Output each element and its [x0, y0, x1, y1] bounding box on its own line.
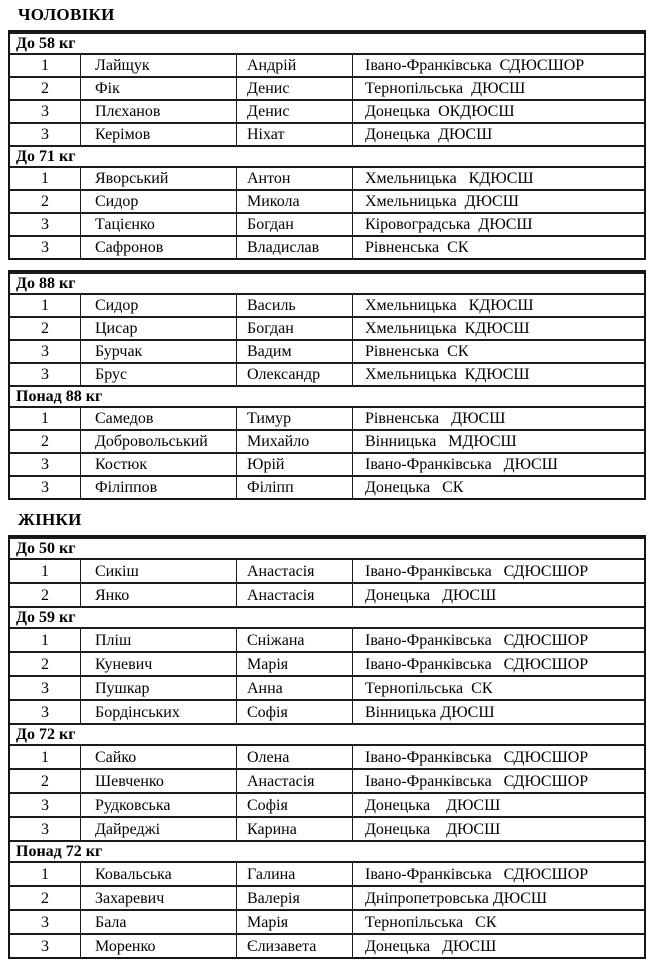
result-affiliation: Тернопільська ДЮСШ [352, 76, 644, 99]
result-name: Анастасія [236, 768, 352, 792]
result-name: Богдан [236, 316, 352, 339]
result-row [10, 99, 644, 122]
result-name: Андрій [236, 53, 352, 76]
result-row [10, 627, 644, 651]
result-name: Богдан [236, 212, 352, 235]
result-name: Денис [236, 76, 352, 99]
result-affiliation: Донецька ДЮСШ [352, 792, 644, 816]
result-row [10, 933, 644, 957]
result-name: Олена [236, 744, 352, 768]
result-surname: Рудковська [80, 792, 236, 816]
result-surname: Плєханов [80, 99, 236, 122]
result-row [10, 122, 644, 145]
result-place: 1 [10, 293, 80, 316]
weight-category-row [10, 32, 644, 53]
result-surname: Пушкар [80, 675, 236, 699]
result-row [10, 316, 644, 339]
result-surname: Бордінських [80, 699, 236, 723]
weight-category-row [10, 840, 644, 861]
result-surname: Пліш [80, 627, 236, 651]
result-affiliation: Донецька ДЮСШ [352, 816, 644, 840]
result-surname: Моренко [80, 933, 236, 957]
result-place: 2 [10, 429, 80, 452]
result-place: 3 [10, 122, 80, 145]
result-row [10, 651, 644, 675]
result-affiliation: Хмельницька КДЮСШ [352, 362, 644, 385]
result-surname: Самедов [80, 406, 236, 429]
result-surname: Сафронов [80, 235, 236, 258]
result-name: Юрій [236, 452, 352, 475]
result-row [10, 558, 644, 582]
result-affiliation: Вінницька ДЮСШ [352, 699, 644, 723]
result-name: Марія [236, 909, 352, 933]
results-table [8, 535, 646, 959]
result-row [10, 816, 644, 840]
result-affiliation: Донецька СК [352, 475, 644, 498]
result-place: 1 [10, 406, 80, 429]
result-row [10, 675, 644, 699]
result-affiliation: Рівненська ДЮСШ [352, 406, 644, 429]
result-affiliation: Івано-Франківська СДЮСШОР [352, 768, 644, 792]
result-name: Філіпп [236, 475, 352, 498]
result-name: Анастасія [236, 558, 352, 582]
result-place: 3 [10, 675, 80, 699]
result-name: Ніхат [236, 122, 352, 145]
result-row [10, 582, 644, 606]
result-place: 3 [10, 792, 80, 816]
result-row [10, 768, 644, 792]
result-surname: Янко [80, 582, 236, 606]
result-place: 3 [10, 362, 80, 385]
result-place: 1 [10, 744, 80, 768]
result-surname: Сикіш [80, 558, 236, 582]
result-row [10, 53, 644, 76]
result-surname: Філіппов [80, 475, 236, 498]
result-affiliation: Кіровоградська ДЮСШ [352, 212, 644, 235]
result-name: Сніжана [236, 627, 352, 651]
weight-category-label: До 71 кг [10, 145, 644, 166]
result-surname: Сидор [80, 189, 236, 212]
result-name: Анастасія [236, 582, 352, 606]
result-surname: Ковальська [80, 861, 236, 885]
result-name: Владислав [236, 235, 352, 258]
result-place: 2 [10, 76, 80, 99]
section-title-women: ЖІНКИ [18, 510, 82, 529]
result-row [10, 293, 644, 316]
result-place: 1 [10, 627, 80, 651]
result-name: Денис [236, 99, 352, 122]
result-row [10, 406, 644, 429]
result-place: 2 [10, 768, 80, 792]
result-place: 3 [10, 699, 80, 723]
result-row [10, 861, 644, 885]
result-affiliation: Івано-Франківська СДЮСШОР [352, 651, 644, 675]
result-place: 3 [10, 909, 80, 933]
result-name: Олександр [236, 362, 352, 385]
result-place: 1 [10, 53, 80, 76]
result-surname: Лайщук [80, 53, 236, 76]
result-row [10, 452, 644, 475]
result-affiliation: Івано-Франківська СДЮСШОР [352, 53, 644, 76]
result-surname: Керімов [80, 122, 236, 145]
weight-category-row [10, 272, 644, 293]
result-surname: Захаревич [80, 885, 236, 909]
result-place: 1 [10, 861, 80, 885]
men-tables [0, 30, 650, 500]
result-name: Валерія [236, 885, 352, 909]
results-table [8, 270, 646, 500]
result-surname: Шевченко [80, 768, 236, 792]
result-affiliation: Хмельницька КДЮСШ [352, 316, 644, 339]
result-place: 1 [10, 558, 80, 582]
result-name: Василь [236, 293, 352, 316]
result-affiliation: Рівненська СК [352, 339, 644, 362]
result-place: 2 [10, 189, 80, 212]
result-affiliation: Івано-Франківська СДЮСШОР [352, 861, 644, 885]
result-row [10, 429, 644, 452]
result-row [10, 475, 644, 498]
result-place: 3 [10, 339, 80, 362]
result-name: Марія [236, 651, 352, 675]
result-name: Микола [236, 189, 352, 212]
result-name: Антон [236, 166, 352, 189]
result-surname: Бурчак [80, 339, 236, 362]
result-place: 3 [10, 452, 80, 475]
result-place: 1 [10, 166, 80, 189]
result-name: Тимур [236, 406, 352, 429]
result-affiliation: Івано-Франківська СДЮСШОР [352, 558, 644, 582]
weight-category-label: До 72 кг [10, 723, 644, 744]
result-place: 3 [10, 475, 80, 498]
result-place: 3 [10, 816, 80, 840]
result-place: 2 [10, 651, 80, 675]
result-surname: Куневич [80, 651, 236, 675]
result-place: 2 [10, 885, 80, 909]
weight-category-row [10, 385, 644, 406]
weight-category-row [10, 723, 644, 744]
result-row [10, 235, 644, 258]
result-surname: Брус [80, 362, 236, 385]
result-surname: Дайреджі [80, 816, 236, 840]
result-place: 2 [10, 582, 80, 606]
weight-category-label: Понад 88 кг [10, 385, 644, 406]
result-affiliation: Івано-Франківська ДЮСШ [352, 452, 644, 475]
result-row [10, 189, 644, 212]
result-row [10, 885, 644, 909]
weight-category-label: До 50 кг [10, 537, 644, 558]
result-place: 3 [10, 235, 80, 258]
result-row [10, 909, 644, 933]
result-place: 3 [10, 99, 80, 122]
result-name: Михайло [236, 429, 352, 452]
result-row [10, 76, 644, 99]
result-surname: Цисар [80, 316, 236, 339]
result-row [10, 212, 644, 235]
result-row [10, 166, 644, 189]
weight-category-row [10, 145, 644, 166]
result-affiliation: Хмельницька КДЮСШ [352, 293, 644, 316]
result-name: Карина [236, 816, 352, 840]
result-name: Вадим [236, 339, 352, 362]
result-place: 3 [10, 212, 80, 235]
result-place: 2 [10, 316, 80, 339]
result-affiliation: Вінницька МДЮСШ [352, 429, 644, 452]
weight-category-label: Понад 72 кг [10, 840, 644, 861]
result-row [10, 792, 644, 816]
results-table [8, 30, 646, 260]
result-row [10, 362, 644, 385]
weight-category-row [10, 537, 644, 558]
result-affiliation: Донецька ДЮСШ [352, 933, 644, 957]
result-surname: Костюк [80, 452, 236, 475]
weight-category-label: До 88 кг [10, 272, 644, 293]
result-row [10, 699, 644, 723]
section-women [0, 500, 650, 959]
result-affiliation: Івано-Франківська СДЮСШОР [352, 744, 644, 768]
result-affiliation: Хмельницька ДЮСШ [352, 189, 644, 212]
result-affiliation: Тернопільська СК [352, 909, 644, 933]
result-surname: Добровольський [80, 429, 236, 452]
result-row [10, 339, 644, 362]
result-surname: Яворський [80, 166, 236, 189]
result-name: Софія [236, 699, 352, 723]
result-place: 3 [10, 933, 80, 957]
result-name: Галина [236, 861, 352, 885]
result-affiliation: Донецька ОКДЮСШ [352, 99, 644, 122]
result-affiliation: Рівненська СК [352, 235, 644, 258]
result-affiliation: Дніпропетровська ДЮСШ [352, 885, 644, 909]
result-name: Єлизавета [236, 933, 352, 957]
result-name: Софія [236, 792, 352, 816]
result-surname: Тацієнко [80, 212, 236, 235]
result-affiliation: Донецька ДЮСШ [352, 122, 644, 145]
result-row [10, 744, 644, 768]
result-surname: Фік [80, 76, 236, 99]
section-title-men: ЧОЛОВІКИ [18, 5, 115, 24]
women-tables [0, 535, 650, 959]
result-affiliation: Івано-Франківська СДЮСШОР [352, 627, 644, 651]
weight-category-row [10, 606, 644, 627]
result-surname: Сайко [80, 744, 236, 768]
result-surname: Сидор [80, 293, 236, 316]
result-affiliation: Тернопільська СК [352, 675, 644, 699]
result-affiliation: Хмельницька КДЮСШ [352, 166, 644, 189]
weight-category-label: До 59 кг [10, 606, 644, 627]
weight-category-label: До 58 кг [10, 32, 644, 53]
result-affiliation: Донецька ДЮСШ [352, 582, 644, 606]
result-surname: Бала [80, 909, 236, 933]
result-name: Анна [236, 675, 352, 699]
